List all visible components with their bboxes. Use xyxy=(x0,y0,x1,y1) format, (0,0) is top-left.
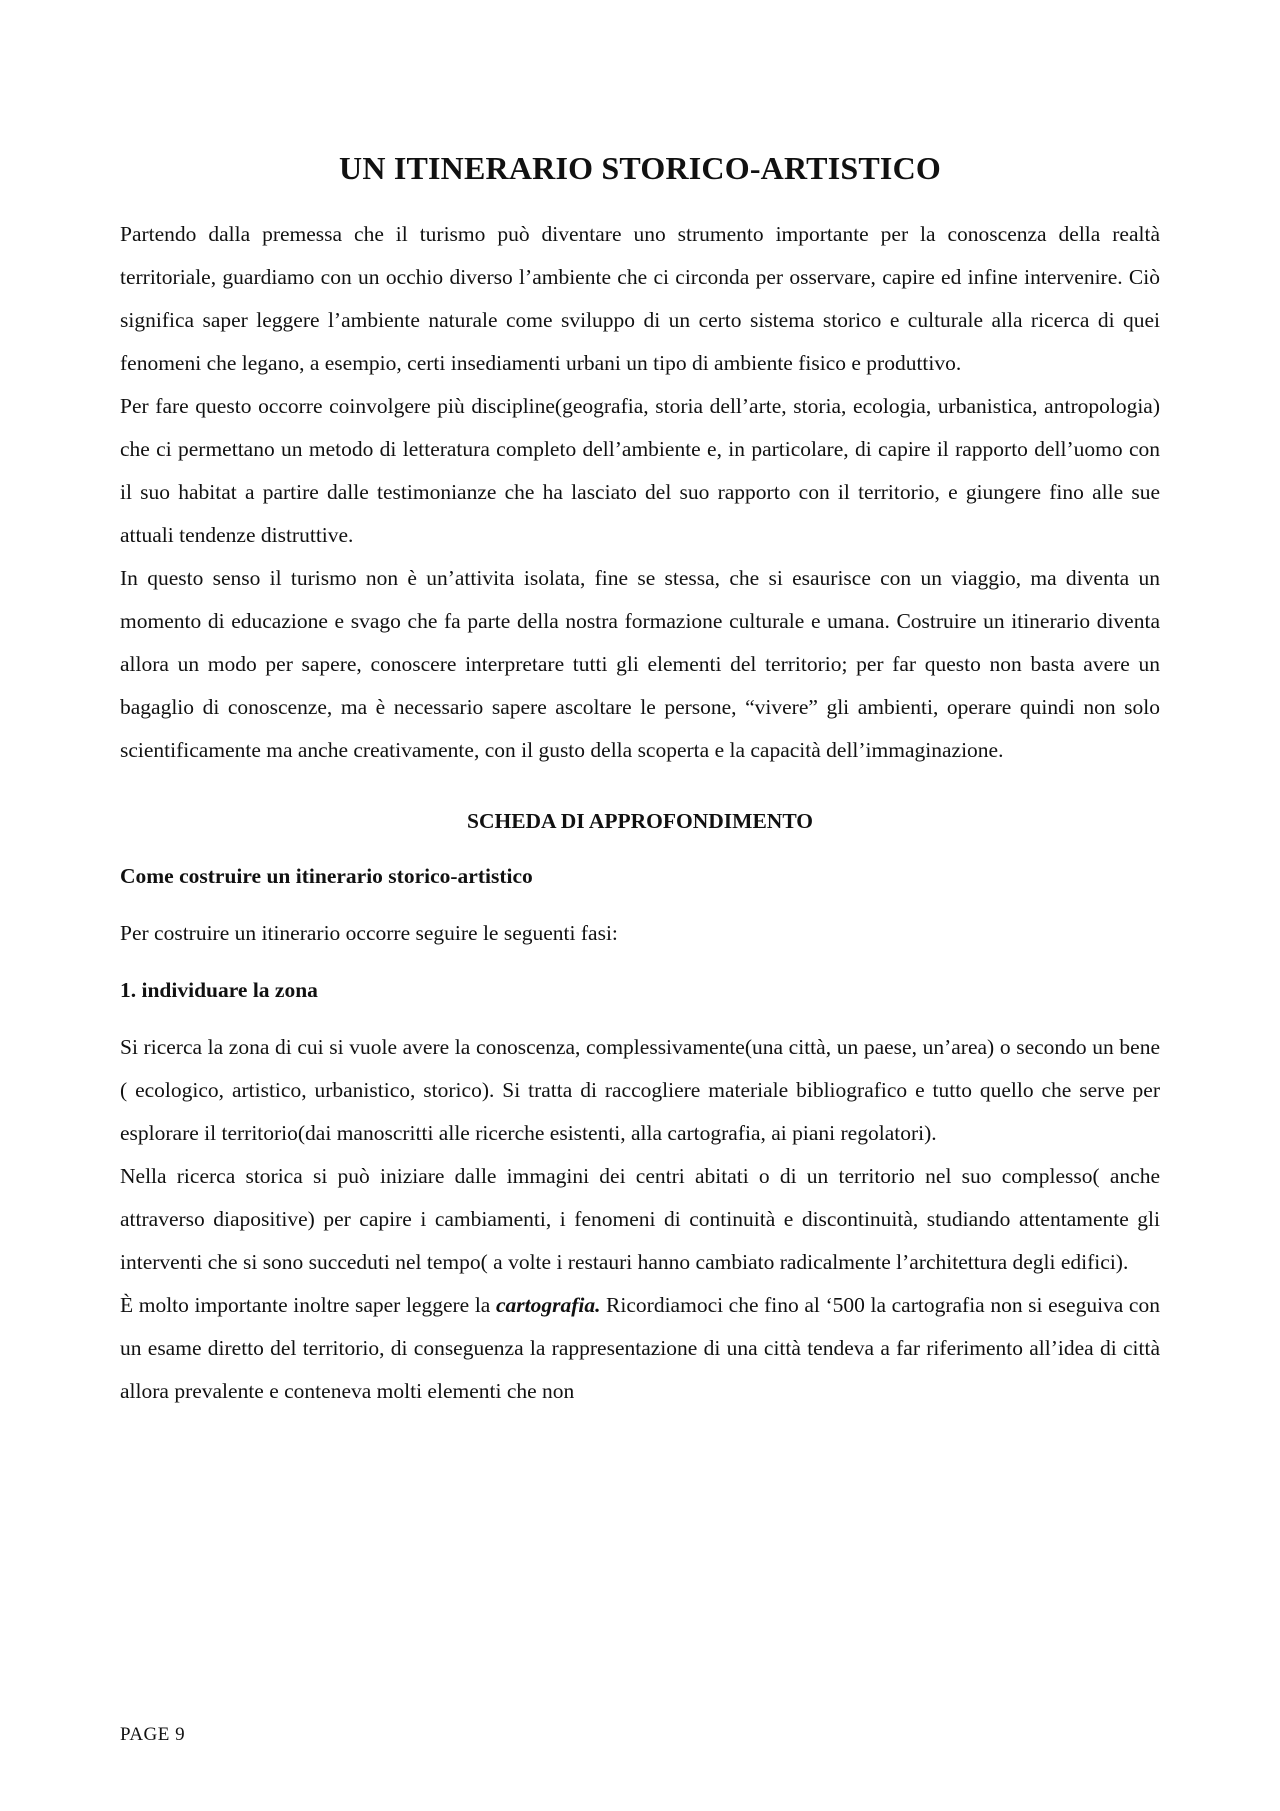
intro-paragraph-3: In questo senso il turismo non è un’attivita isolata, fine se stessa, che si esaurisce con un viaggio, ma diventa un momento di educazione e svago che fa parte della nostra formazione culturale e umana. Costruire un itinerario diventa allora un modo per sapere, conoscere interpretare tutti gli elementi del territorio; per far questo non basta avere un bagaglio di conoscenze, ma è necessario sapere ascoltare le persone, “vivere” gli ambienti, operare quindi non solo scientificamente ma anche creativamente, con il gusto della scoperta e la capacità dell’immaginazione. xyxy=(120,566,1160,762)
cartography-emphasis: cartografia. xyxy=(495,1293,601,1317)
cartography-text-before: È molto importante inoltre saper leggere la xyxy=(120,1293,496,1317)
cartography-paragraph xyxy=(120,1284,1160,1413)
subsection-title: Come costruire un itinerario storico-artistico xyxy=(120,864,533,888)
page-number: PAGE 9 xyxy=(120,1724,186,1745)
phases-intro: Per costruire un itinerario occorre seguire le seguenti fasi: xyxy=(120,921,618,945)
section-title: SCHEDA DI APPROFONDIMENTO xyxy=(466,809,814,833)
document-title: UN ITINERARIO STORICO-ARTISTICO xyxy=(339,150,941,186)
intro-paragraph-2: Per fare questo occorre coinvolgere più discipline(geografia, storia dell’arte, storia, ecologia, urbanistica, antropologia) che ci permettano un metodo di letteratura completo dell’ambiente e, in particolare, di capire il rapporto dell’uomo con il suo habitat a partire dalle testimonianze che ha lasciato del suo rapporto con il territorio, e giungere fino alle sue attuali tendenze distruttive. xyxy=(120,394,1160,547)
phase-1-paragraph-1: Si ricerca la zona di cui si vuole avere la conoscenza, complessivamente(una città, un paese, un’area) o secondo un bene ( ecologico, artistico, urbanistico, storico). Si tratta di raccogliere materiale bibliografico e tutto quello che serve per esplorare il territorio(dai manoscritti alle ricerche esistenti, alla cartografia, ai piani regolatori). xyxy=(120,1035,1160,1145)
intro-paragraph-1: Partendo dalla premessa che il turismo può diventare uno strumento importante per la conoscenza della realtà territoriale, guardiamo con un occhio diverso l’ambiente che ci circonda per osservare, capire ed infine intervenire. Ciò significa saper leggere l’ambiente naturale come sviluppo di un certo sistema storico e culturale alla ricerca di quei fenomeni che legano, a esempio, certi insediamenti urbani un tipo di ambiente fisico e produttivo. xyxy=(120,222,1160,375)
cartography-text-after: Ricordiamoci che fino al ‘500 la cartografia non si eseguiva con un esame diretto del territorio, di conseguenza la rappresentazione di una città tendeva a far riferimento all’idea di città allora prevalente e conteneva molti elementi che non xyxy=(120,1293,1160,1403)
document-page xyxy=(120,150,1160,1413)
phase-1-title: 1. individuare la zona xyxy=(120,978,318,1002)
phase-1-paragraph-2: Nella ricerca storica si può iniziare dalle immagini dei centri abitati o di un territorio nel suo complesso( anche attraverso diapositive) per capire i cambiamenti, i fenomeni di continuità e discontinuità, studiando attentamente gli interventi che si sono succeduti nel tempo( a volte i restauri hanno cambiato radicalmente l’architettura degli edifici). xyxy=(120,1164,1160,1274)
